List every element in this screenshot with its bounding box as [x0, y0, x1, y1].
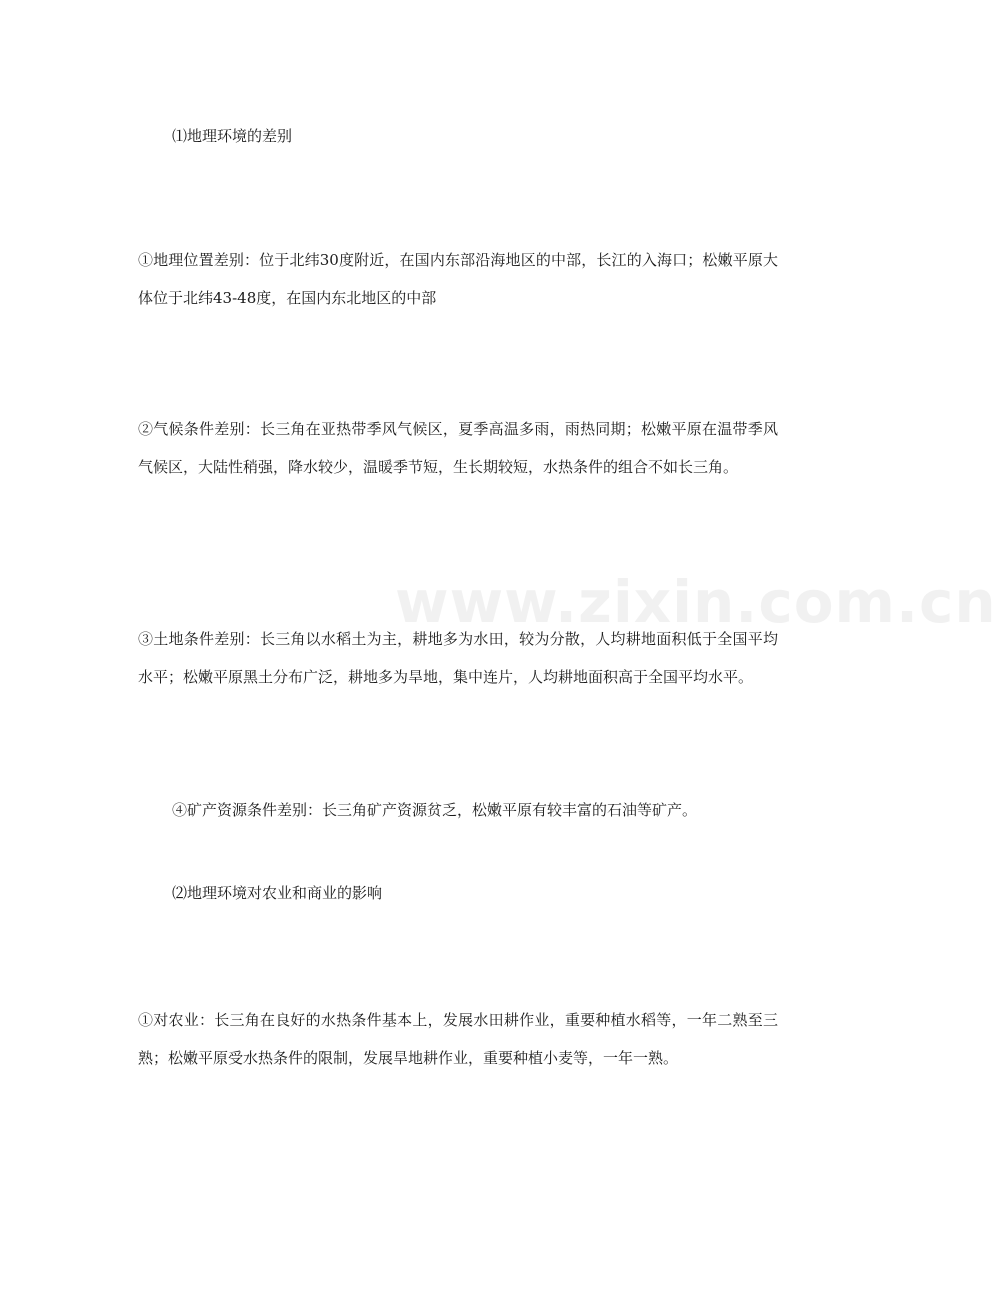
paragraph-minerals: ④矿产资源条件差别：长三角矿产资源贫乏，松嫩平原有较丰富的石油等矿产。 [172, 801, 698, 819]
paragraph-land: ③土地条件差别：长三角以水稻土为主，耕地多为水田，较为分散，人均耕地面积低于全国平均水平；松嫩平原黑土分布广泛，耕地多为旱地，集中连片，人均耕地面积高于全国平均水平。 [138, 630, 778, 686]
section-heading-1: ⑴地理环境的差别 [172, 127, 293, 145]
section-heading-2: ⑵地理环境对农业和商业的影响 [172, 884, 383, 902]
paragraph-climate: ②气候条件差别：长三角在亚热带季风气候区，夏季高温多雨，雨热同期；松嫩平原在温带季风气候区，大陆性稍强，降水较少，温暖季节短，生长期较短，水热条件的组合不如长三角。 [138, 420, 778, 476]
paragraph-agriculture: ①对农业：长三角在良好的水热条件基本上，发展水田耕作业，重要种植水稻等，一年二熟至三熟；松嫩平原受水热条件的限制，发展旱地耕作业，重要种植小麦等，一年一熟。 [138, 1011, 778, 1067]
watermark-text: www.zixin.com.cn [395, 568, 997, 636]
paragraph-location: ①地理位置差别：位于北纬30度附近，在国内东部沿海地区的中部，长江的入海口；松嫩平原大体位于北纬43-48度，在国内东北地区的中部 [138, 251, 778, 307]
